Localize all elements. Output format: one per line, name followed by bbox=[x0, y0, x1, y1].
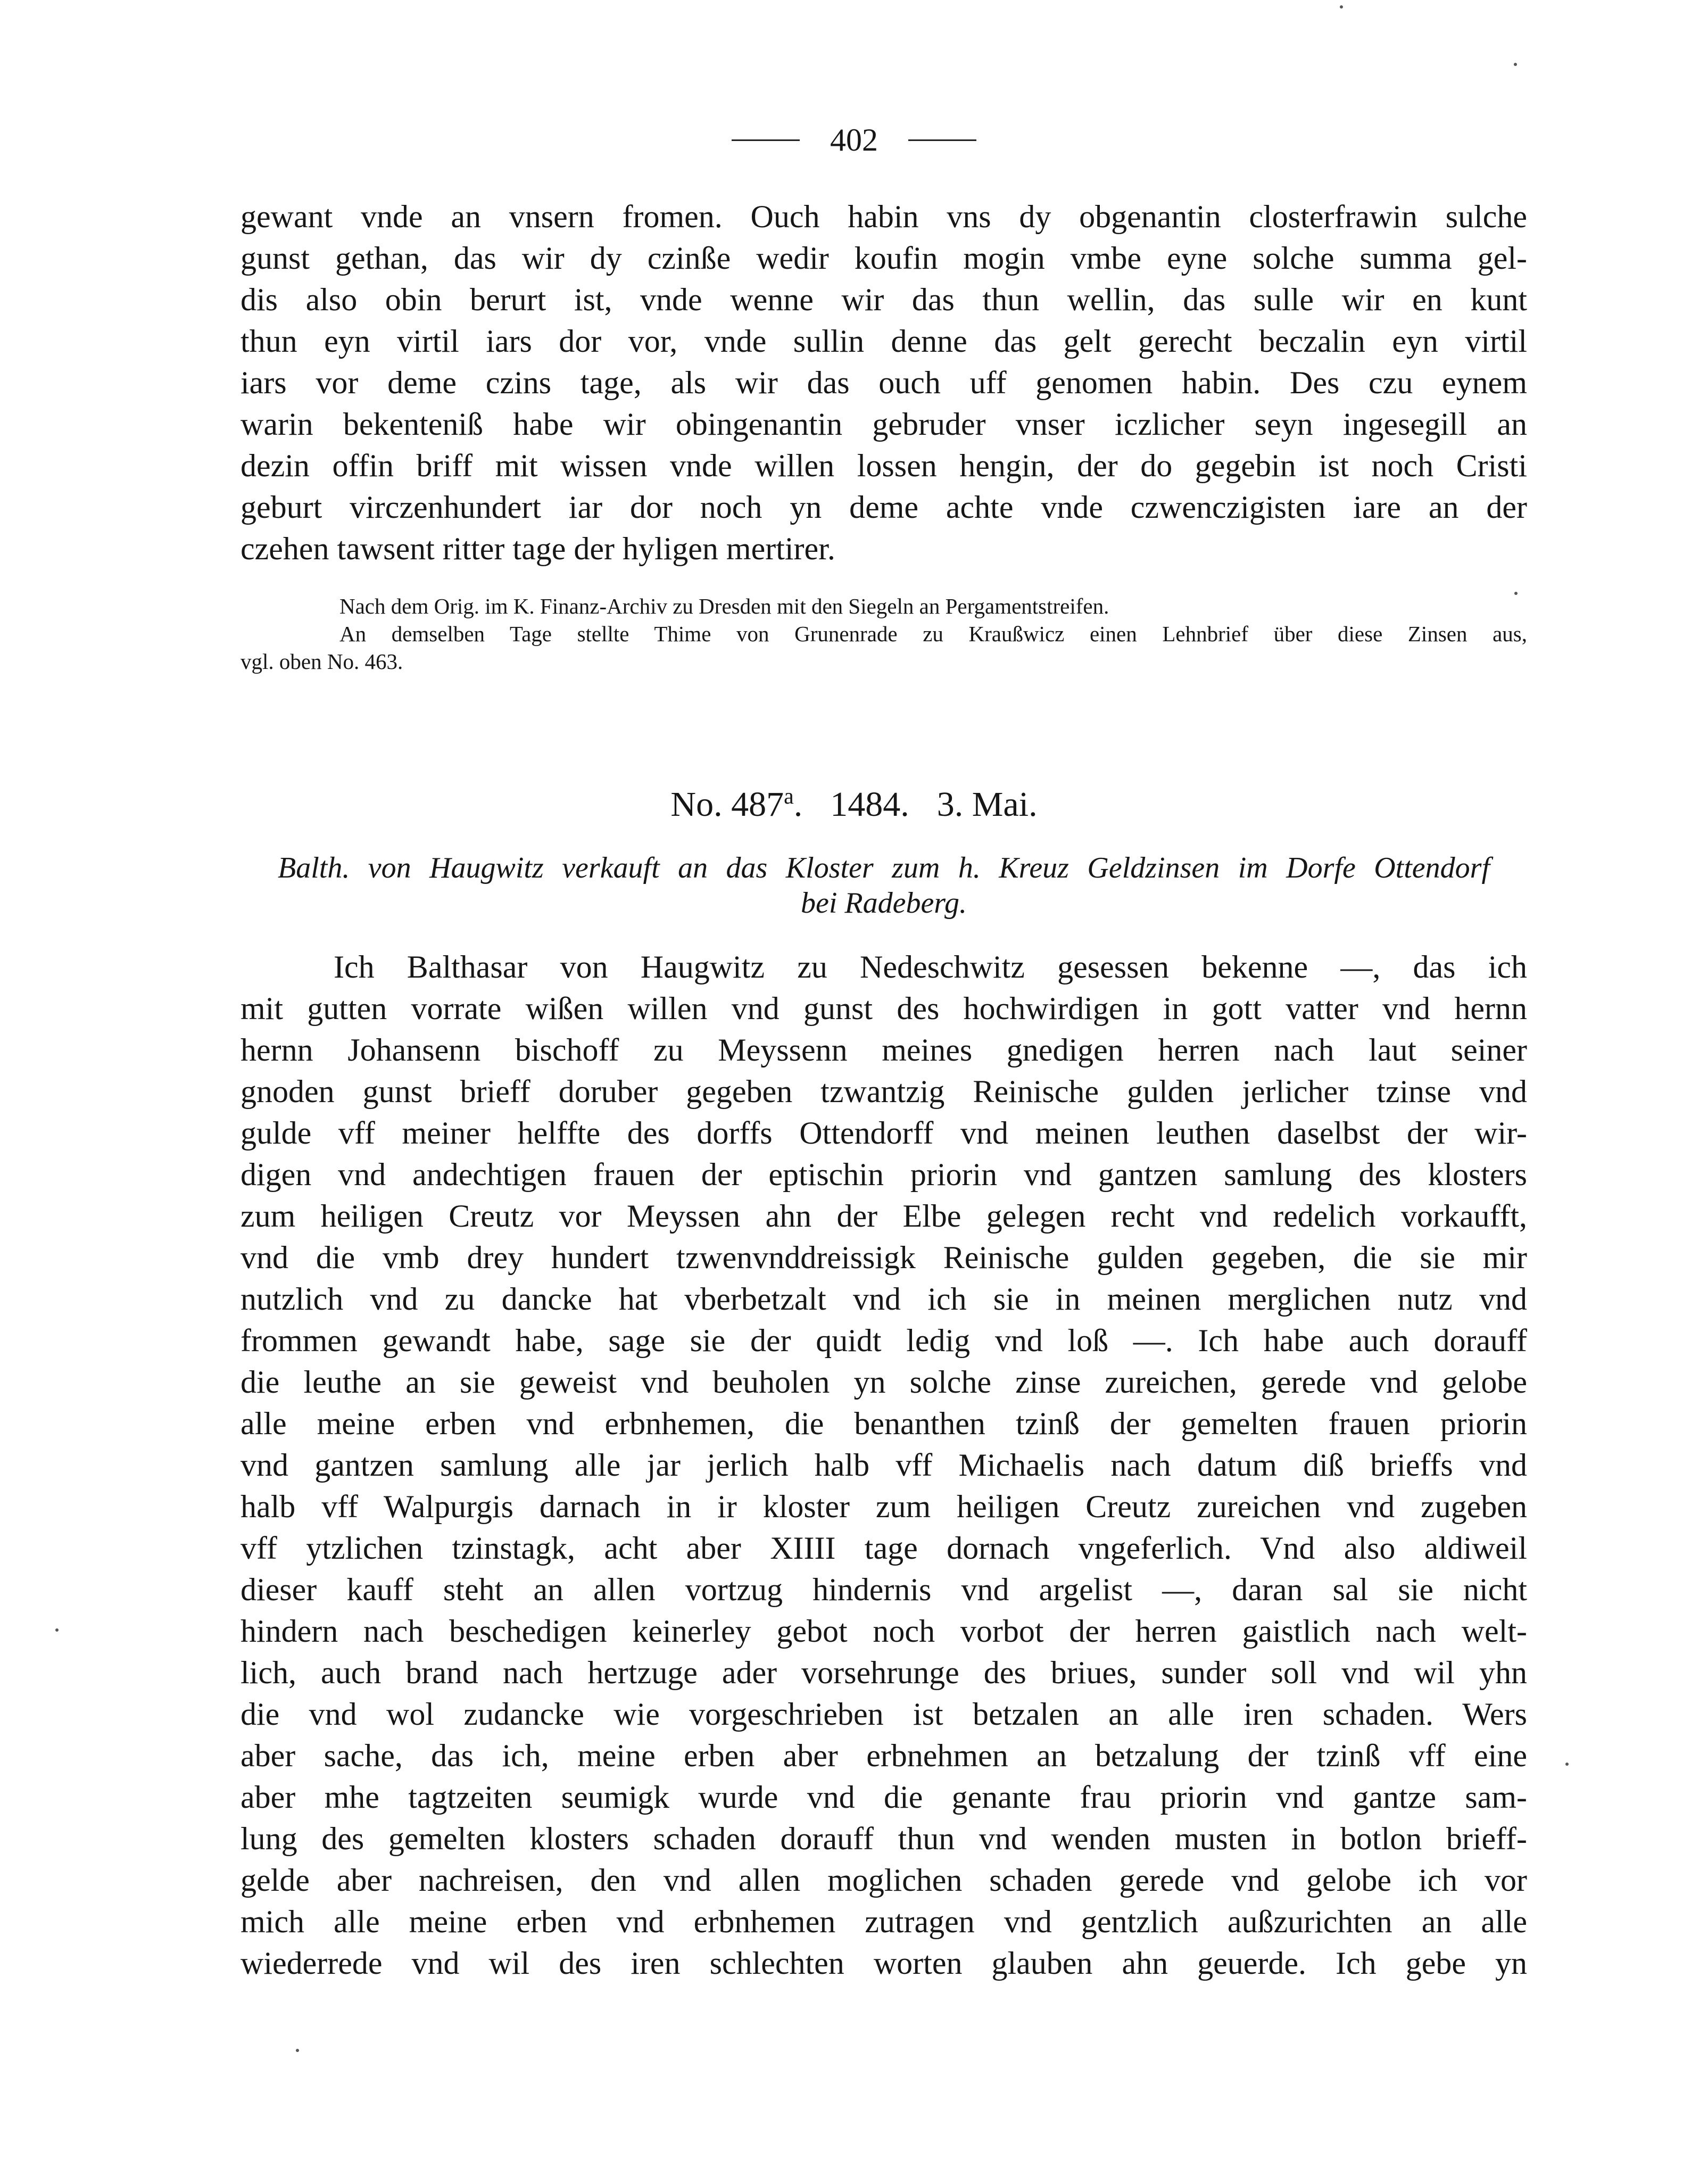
text-line: digen vnd andechtigen frauen der eptischin priorin vnd gantzen samlung des klosters bbox=[241, 1157, 1527, 1192]
text-line: geburt virczenhundert iar dor noch yn deme achte vnde czwenczigisten iare an der bbox=[241, 490, 1527, 525]
text-line: mit gutten vorrate wißen willen vnd gunst des hochwirdigen in gott vatter vnd hernn bbox=[241, 991, 1527, 1026]
note-source: Nach dem Orig. im K. Finanz-Archiv zu Dresden mit den Siegeln an Pergamentstreifen. bbox=[339, 594, 1109, 618]
header-rule-right bbox=[908, 139, 976, 141]
text-line: gulde vff meiner helffte des dorffs Ottendorff vnd meinen leuthen daselbst der wir- bbox=[241, 1115, 1527, 1151]
page-header bbox=[0, 118, 1708, 159]
text-line: iars vor deme czins tage, als wir das ouch uff genomen habin. Des czu eynem bbox=[241, 365, 1527, 400]
text-line: frommen gewandt habe, sage sie der quidt ledig vnd loß —. Ich habe auch dorauff bbox=[241, 1323, 1527, 1358]
text-line: vff ytzlichen tzinstagk, acht aber XIIII tage dornach vngeferlich. Vnd also aldiweil bbox=[241, 1531, 1527, 1566]
text-line: wiederrede vnd wil des iren schlechten worten glauben ahn geuerde. Ich gebe yn bbox=[241, 1946, 1527, 1981]
scan-speck bbox=[55, 1628, 59, 1632]
text-line: zum heiligen Creutz vor Meyssen ahn der Elbe gelegen recht vnd redelich vorkaufft, bbox=[241, 1198, 1527, 1234]
text-line: dezin offin briff mit wissen vnde willen lossen hengin, der do gegebin ist noch Cristi bbox=[241, 448, 1527, 483]
text-line: hernn Johansenn bischoff zu Meyssenn meines gnedigen herren nach laut seiner bbox=[241, 1032, 1527, 1068]
scan-speck bbox=[1514, 63, 1517, 66]
heading-period: . bbox=[793, 785, 803, 824]
text-line: alle meine erben vnd erbnhemen, die benanthen tzinß der gemelten frauen priorin bbox=[241, 1406, 1527, 1441]
page-number: 402 bbox=[830, 122, 878, 158]
text-line: die vnd wol zudancke wie vorgeschrieben ist betzalen an alle iren schaden. Wers bbox=[241, 1697, 1527, 1732]
text-line: vnd gantzen samlung alle jar jerlich halb vff Michaelis nach datum diß brieffs vnd bbox=[241, 1447, 1527, 1483]
header-rule-left bbox=[732, 139, 800, 141]
text-line: gewant vnde an vnsern fromen. Ouch habin vns dy obgenantin closterfrawin sulche bbox=[241, 199, 1527, 234]
footnotes bbox=[241, 592, 1527, 675]
document-heading bbox=[0, 783, 1708, 826]
document-date: 3. Mai. bbox=[936, 785, 1038, 824]
document-number-suffix: a bbox=[784, 784, 794, 809]
text-line: mich alle meine erben vnd erbnhemen zutragen vnd gentzlich außzurichten an alle bbox=[241, 1904, 1527, 1939]
text-line: hindern nach beschedigen keinerley gebot noch vorbot der herren gaistlich nach welt- bbox=[241, 1614, 1527, 1649]
text-line: aber mhe tagtzeiten seumigk wurde vnd die genante frau priorin vnd gantze sam- bbox=[241, 1780, 1527, 1815]
scan-speck bbox=[1565, 1763, 1569, 1766]
text-line: gelde aber nachreisen, den vnd allen moglichen schaden gerede vnd gelobe ich vor bbox=[241, 1863, 1527, 1898]
text-line: gunst gethan, das wir dy czinße wedir koufin mogin vmbe eyne solche summa gel- bbox=[241, 241, 1527, 276]
scan-speck bbox=[1340, 5, 1343, 9]
text-line: thun eyn virtil iars dor vor, vnde sullin denne das gelt gerecht beczalin eyn virtil bbox=[241, 324, 1527, 359]
scan-speck bbox=[296, 2049, 299, 2052]
scan-speck bbox=[1514, 592, 1518, 595]
charter-text bbox=[241, 946, 1527, 1984]
document-number: No. 487 bbox=[670, 785, 784, 824]
text-line: dis also obin berurt ist, vnde wenne wir das thun wellin, das sulle wir en kunt bbox=[241, 282, 1527, 317]
text-line: czehen tawsent ritter tage der hyligen mertirer. bbox=[241, 531, 835, 566]
text-line: Ich Balthasar von Haugwitz zu Nedeschwitz gesessen bekenne —, das ich bbox=[334, 949, 1527, 985]
summary-line: bei Radeberg. bbox=[800, 887, 967, 920]
text-line: dieser kauff steht an allen vortzug hindernis vnd argelist —, daran sal sie nicht bbox=[241, 1572, 1527, 1607]
text-line: gnoden gunst brieff doruber gegeben tzwantzig Reinische gulden jerlicher tzinse vnd bbox=[241, 1074, 1527, 1109]
text-line: nutzlich vnd zu dancke hat vberbetzalt vnd ich sie in meinen merglichen nutz vnd bbox=[241, 1281, 1527, 1317]
text-line: lich, auch brand nach hertzuge ader vorsehrunge des briues, sunder soll vnd wil yhn bbox=[241, 1655, 1527, 1690]
document-year: 1484. bbox=[830, 785, 909, 824]
text-line: warin bekenteniß habe wir obingenantin gebruder vnser iczlicher seyn ingesegill an bbox=[241, 407, 1527, 442]
text-line: vnd die vmb drey hundert tzwenvnddreissigk Reinische gulden gegeben, die sie mir bbox=[241, 1240, 1527, 1275]
text-line: aber sache, das ich, meine erben aber erbnehmen an betzalung der tzinß vff eine bbox=[241, 1738, 1527, 1773]
continuation-paragraph bbox=[241, 196, 1527, 569]
document-summary bbox=[241, 850, 1527, 921]
note-reference: An demselben Tage stellte Thime von Grunenrade zu Kraußwicz einen Lehnbrief über diese Zinsen aus, bbox=[339, 622, 1527, 646]
note-reference-cont: vgl. oben No. 463. bbox=[241, 649, 403, 674]
summary-line: Balth. von Haugwitz verkauft an das Kloster zum h. Kreuz Geldzinsen im Dorfe Ottendorf bbox=[278, 851, 1490, 884]
text-line: halb vff Walpurgis darnach in ir kloster zum heiligen Creutz zureichen vnd zugeben bbox=[241, 1489, 1527, 1524]
text-line: lung des gemelten klosters schaden dorauff thun vnd wenden musten in botlon brieff- bbox=[241, 1821, 1527, 1856]
text-line: die leuthe an sie geweist vnd beuholen yn solche zinse zureichen, gerede vnd gelobe bbox=[241, 1364, 1527, 1400]
